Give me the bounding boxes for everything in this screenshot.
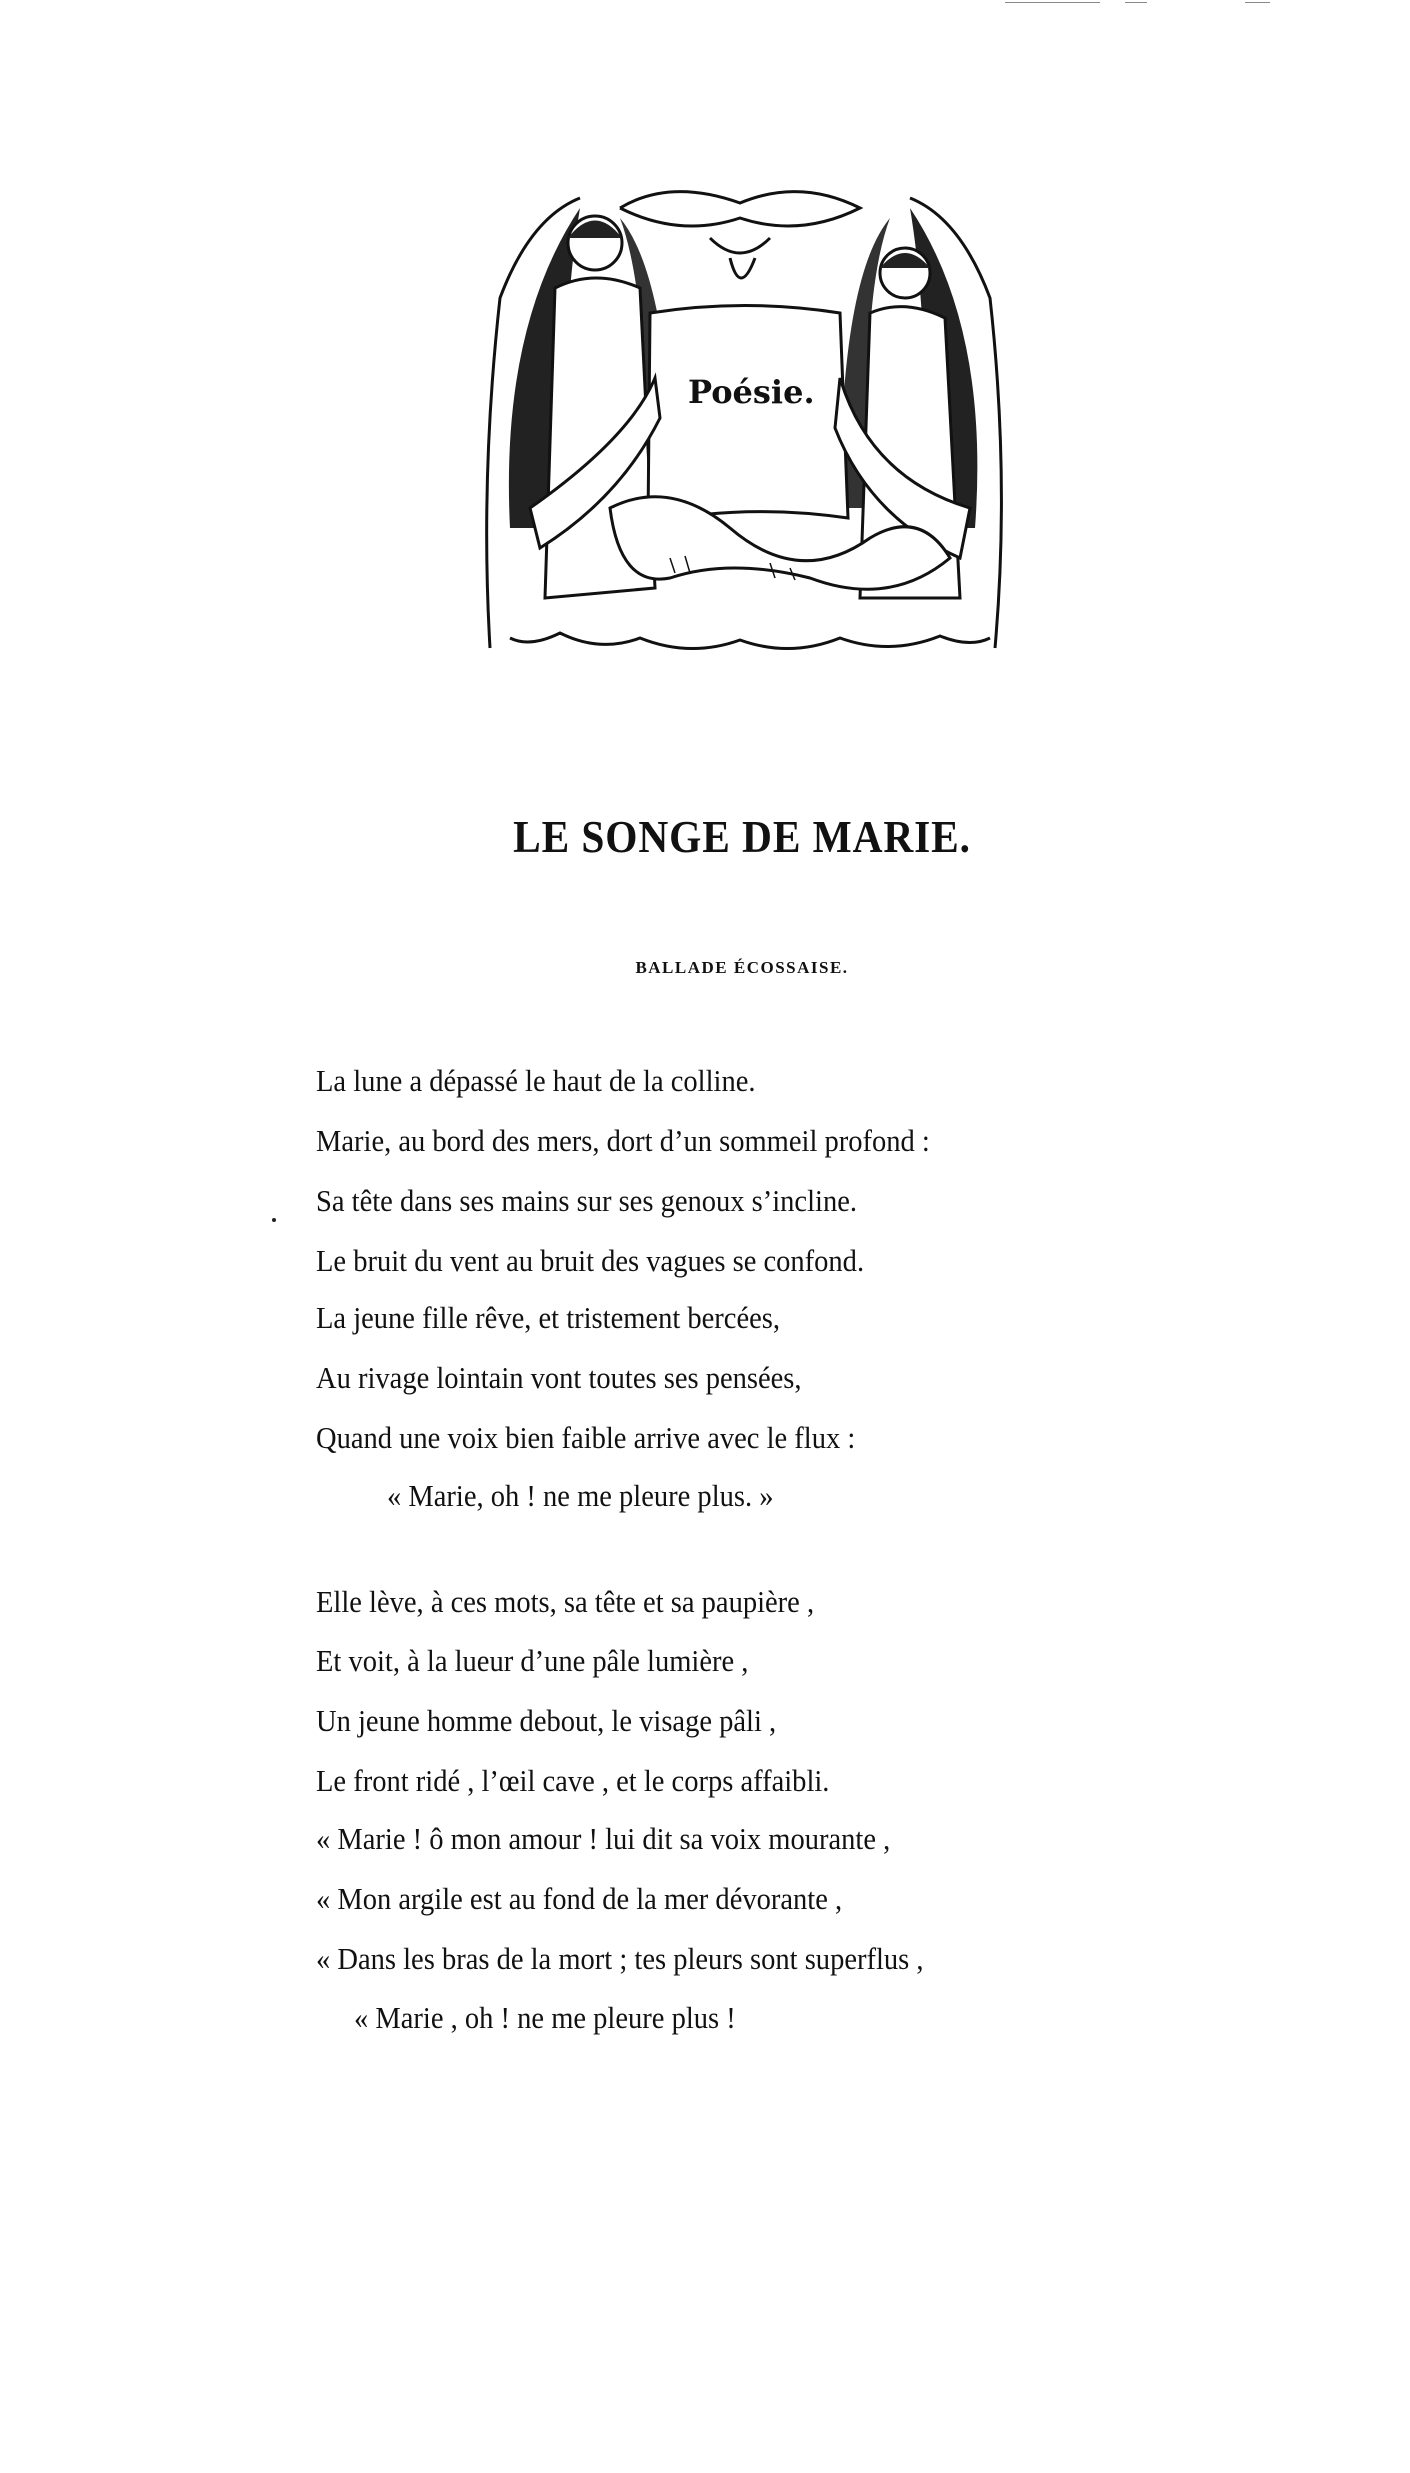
verse-line: Sa tête dans ses mains sur ses genoux s’incline. (316, 1183, 857, 1218)
poem-title: LE SONGE DE MARIE. (513, 811, 971, 862)
scan-edge (1245, 2, 1270, 3)
verse-line: La jeune fille rêve, et tristement bercées, (316, 1300, 781, 1335)
ink-speck (272, 1218, 276, 1222)
refrain-line: « Marie , oh ! ne me pleure plus ! (354, 2000, 736, 2035)
angels-banner-engraving (470, 178, 1015, 668)
verse-line: Quand une voix bien faible arrive avec le flux : (316, 1420, 856, 1455)
verse-line: Et voit, à la lueur d’une pâle lumière , (316, 1643, 749, 1678)
poesie-vignette-illustration (470, 178, 1015, 668)
verse-line: Le bruit du vent au bruit des vagues se confond. (316, 1243, 865, 1278)
verse-line: La lune a dépassé le haut de la colline. (316, 1063, 756, 1098)
verse-line: Le front ridé , l’œil cave , et le corps affaibli. (316, 1763, 830, 1798)
vignette-label: Poésie. (688, 373, 815, 411)
verse-line: « Marie ! ô mon amour ! lui dit sa voix mourante , (316, 1821, 891, 1856)
poem-subtitle: BALLADE ÉCOSSAISE. (635, 958, 849, 977)
verse-line: Au rivage lointain vont toutes ses pensées, (316, 1360, 802, 1395)
verse-line: « Dans les bras de la mort ; tes pleurs sont superflus , (316, 1941, 924, 1976)
verse-line: « Mon argile est au fond de la mer dévorante , (316, 1881, 843, 1916)
verse-line: Marie, au bord des mers, dort d’un sommeil profond : (316, 1123, 930, 1158)
verse-line: Un jeune homme debout, le visage pâli , (316, 1703, 777, 1738)
refrain-line: « Marie, oh ! ne me pleure plus. » (387, 1478, 774, 1513)
scan-edge (1005, 2, 1100, 3)
scan-edge (1125, 2, 1147, 3)
verse-line: Elle lève, à ces mots, sa tête et sa paupière , (316, 1584, 815, 1619)
